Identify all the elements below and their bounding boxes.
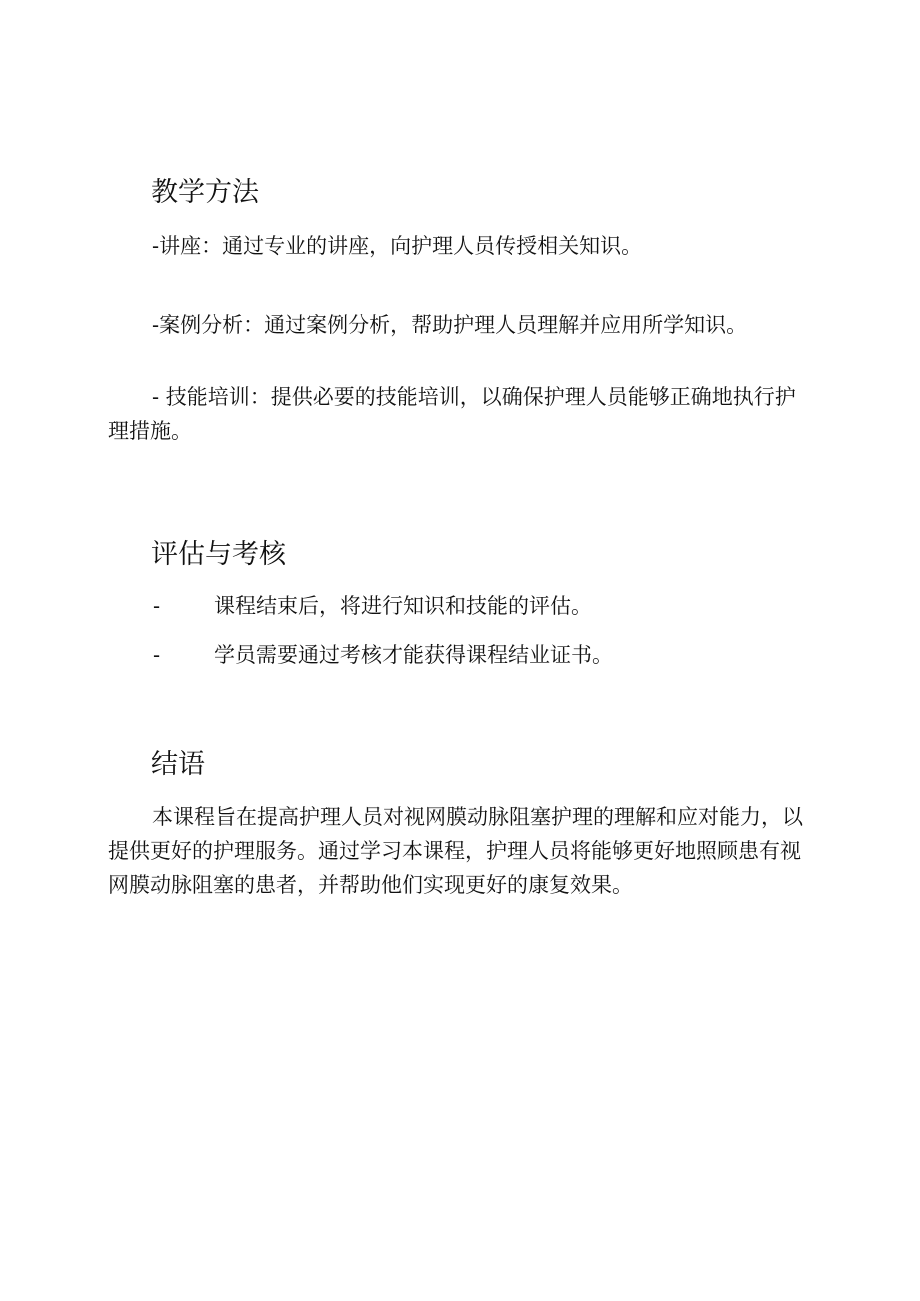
teaching-item-lecture: -讲座：通过专业的讲座，向护理人员传授相关知识。 — [152, 234, 643, 258]
assessment-item-marker: - — [153, 594, 161, 618]
section-heading-assessment: 评估与考核 — [151, 539, 286, 570]
assessment-item-evaluation: 课程结束后，将进行知识和技能的评估。 — [214, 594, 592, 618]
section-heading-conclusion: 结语 — [151, 749, 205, 780]
assessment-item-certificate: 学员需要通过考核才能获得课程结业证书。 — [214, 643, 613, 667]
conclusion-paragraph: 本课程旨在提高护理人员对视网膜动脉阻塞护理的理解和应对能力，以提供更好的护理服务。通过学习本课程，护理人员将能够更好地照顾患有视网膜动脉阻塞的患者，并帮助他们实现更好的康复效果。 — [108, 805, 803, 897]
teaching-item-skills-training: - 技能培训：提供必要的技能培训，以确保护理人员能够正确地执行护理措施。 — [108, 385, 796, 443]
assessment-item-marker: - — [153, 643, 161, 667]
section-heading-teaching-methods: 教学方法 — [151, 177, 259, 208]
teaching-item-case-analysis: -案例分析：通过案例分析，帮助护理人员理解并应用所学知识。 — [152, 313, 748, 337]
